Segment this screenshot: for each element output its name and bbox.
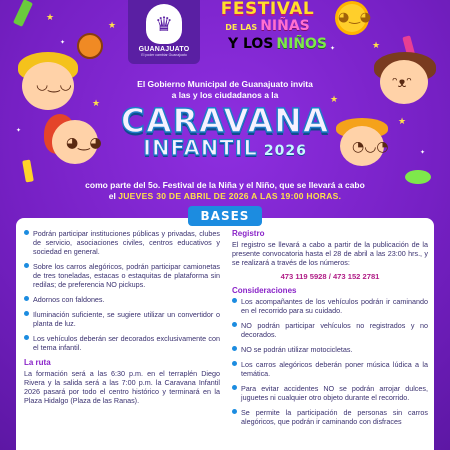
crest-logo: ♛ <box>146 4 182 44</box>
star-icon: ★ <box>46 13 55 23</box>
star-icon: ✦ <box>330 45 336 52</box>
star-icon: ★ <box>330 95 339 105</box>
list-item: Para evitar accidentes NO se podrán arrojar dulces, juguetes ni cualquier otro objeto durante el recorrido. <box>232 384 428 402</box>
basketball-icon <box>77 33 103 59</box>
municipal-logo <box>128 0 200 64</box>
bullet-icon <box>232 346 237 351</box>
list-item: NO se podrán utilizar motocicletas. <box>232 345 428 354</box>
intro-line-1: El Gobierno Municipal de Guanajuato invita <box>137 79 313 89</box>
bases-right-column <box>232 229 428 432</box>
festival-ninos: NIÑOS <box>276 36 328 52</box>
crayon-icon <box>13 0 33 27</box>
star-icon: ★ <box>108 21 117 31</box>
registro-title: Registro <box>232 229 265 238</box>
bullet-icon <box>24 311 29 316</box>
bases-left-column <box>24 229 220 410</box>
logo-subtitle: El poder cambiar Guanajuato <box>141 53 187 57</box>
star-icon: ★ <box>372 41 381 51</box>
list-item: Se permite la participación de personas sin carros alegóricos, que podrán ir caminando con disfraces <box>232 408 428 426</box>
title-year: 2026 <box>263 143 307 159</box>
bullet-icon <box>24 263 29 268</box>
description-prefix: el <box>108 191 116 201</box>
bullet-icon <box>232 361 237 366</box>
consideraciones-title: Consideraciones <box>232 286 297 295</box>
bullet-icon <box>24 230 29 235</box>
description-line-1: como parte del 5o. Festival de la Niña y el Niño, que se llevará a cabo <box>85 180 365 190</box>
festival-de-las: DE LAS <box>225 23 258 32</box>
bullet-icon <box>232 409 237 414</box>
list-item: Adornos con faldones. <box>24 295 220 304</box>
intro-line-2: a las y los ciudadanos a la <box>171 90 279 100</box>
bullet-icon <box>232 322 237 327</box>
page-title <box>110 101 340 160</box>
list-item: Los vehículos deberán ser decorados exclusivamente con el tema infantil. <box>24 334 220 352</box>
kid-face-illustration: ᵔᴥᵔ <box>380 60 428 104</box>
event-date-highlight: JUEVES 30 DE ABRIL DE 2026 A LAS 19:00 HORAS. <box>118 191 342 201</box>
sun-icon: ◕‿◕ <box>338 4 366 32</box>
festival-wordmark <box>205 0 330 66</box>
festival-title: FESTIVAL <box>220 0 315 19</box>
star-icon: ✦ <box>60 39 66 46</box>
bullet-icon <box>24 335 29 340</box>
event-description <box>40 180 410 202</box>
list-item: Podrán participar instituciones públicas y privadas, clubes de servicio, asociaciones civiles, centros educativos y sociedad en general. <box>24 229 220 256</box>
ruta-text: La formación será a las 6:30 p.m. en el terraplén Diego Rivera y la salida será a las 7:00 p.m. la Caravana Infantil 2026 pasará por todo el centro histórico y terminará en la Plaza Hidalgo (Plaza de las Ranas). <box>24 369 220 405</box>
star-icon: ★ <box>398 117 407 127</box>
star-icon: ✦ <box>16 127 22 134</box>
list-item: Los acompañantes de los vehículos podrán ir caminando en el recorrido para su cuidado. <box>232 297 428 315</box>
bullet-icon <box>232 298 237 303</box>
ruta-title: La ruta <box>24 358 51 367</box>
star-icon: ✦ <box>420 149 426 156</box>
bases-heading: BASES <box>188 206 262 226</box>
logo-name: GUANAJUATO <box>138 46 190 53</box>
list-item: Iluminación suficiente, se sugiere utilizar un convertidor o planta de luz. <box>24 310 220 328</box>
kid-face-illustration: ◡‿◡ <box>22 62 74 110</box>
star-icon: ★ <box>92 99 101 109</box>
title-infantil: INFANTIL <box>143 136 258 160</box>
list-item: NO podrán participar vehículos no registrados y no decorados. <box>232 321 428 339</box>
title-caravana: CARAVANA <box>120 101 330 140</box>
registro-text: El registro se llevará a cabo a partir de la publicación de la presente convocatoria hasta el 28 de abril a las 23:00 hrs., y se realizará a través de los números: <box>232 240 428 267</box>
kid-face-illustration: ◕‿◕ <box>52 120 98 164</box>
registro-phones[interactable]: 473 119 5928 / 473 152 2781 <box>280 272 380 281</box>
festival-y-los: Y LOS <box>227 36 274 52</box>
bullet-icon <box>232 385 237 390</box>
list-item: Sobre los carros alegóricos, podrán participar camionetas de tres toneladas, estacas o estaquitas de plataforma sin redilas; de preferencia NO pickups. <box>24 262 220 289</box>
bullet-icon <box>24 296 29 301</box>
festival-ninas: NIÑAS <box>260 18 310 34</box>
crayon-icon <box>22 159 34 182</box>
list-item: Los carros alegóricos deberán poner música lúdica a la temática. <box>232 360 428 378</box>
intro-text <box>100 79 350 101</box>
kid-face-illustration: ◔◡◔ <box>340 126 384 166</box>
